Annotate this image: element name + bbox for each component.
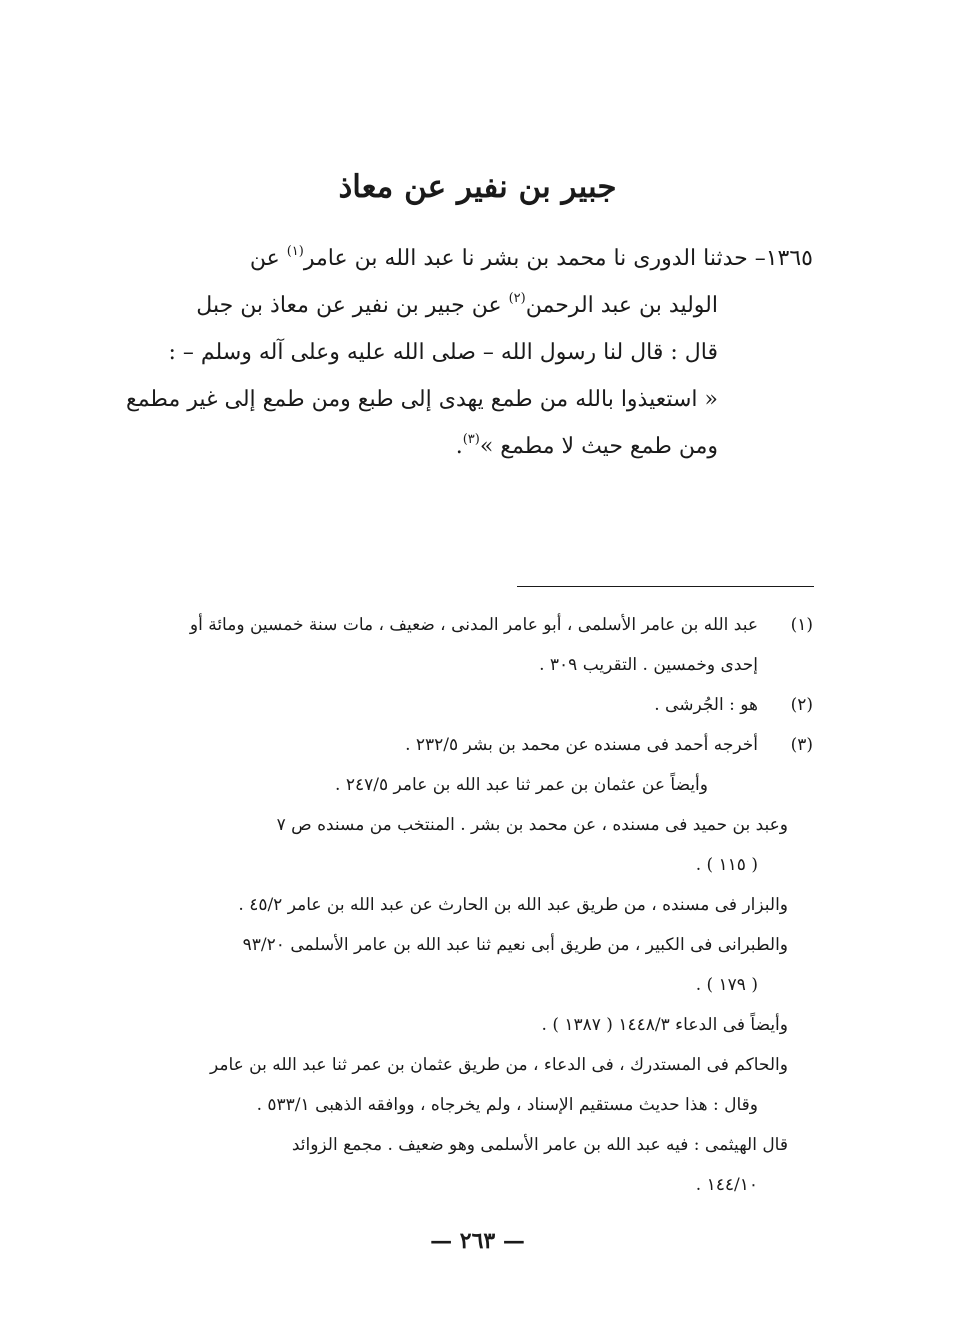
hadith-text-1: – حدثنا الدورى نا محمد بن بشر نا عبد الله بن عامر [303,246,766,271]
footnote-3-line-3: وعبد بن حميد فى مسنده ، عن محمد بن بشر . المنتخب من مسنده ص ٧ [276,815,788,835]
footnote-3-line-10: وقال : هذا حديث مستقيم الإسناد ، ولم يخرجاه ، ووافقه الذهبى ٥٣٣/١ . [256,1095,758,1115]
footnote-3-line-8: وأيضاً فى الدعاء ١٤٤٨/٣ ( ١٣٨٧ ) . [541,1015,788,1035]
hadith-line-2 [113,282,813,329]
footnote-3-line-11: قال الهيثمى : فيه عبد الله بن عامر الأسلمى وهو ضعيف . مجمع الزوائد [291,1135,788,1155]
footnote-3-line-6: والطبرانى فى الكبير ، من طريق أبى نعيم ثنا عبد الله بن عامر الأسلمى ٩٣/٢٠ [242,935,788,955]
hadith-line-4: « استعيذوا بالله من طمع يهدى إلى طبع ومن طمع إلى غير مطمع [125,387,718,412]
hadith-text-7: ومن طمع حيث لا مطمع » [479,434,718,459]
footnote-1 [113,605,813,685]
footnote-3-line-4: ( ١١٥ ) . [695,855,758,875]
footnote-1-mark: (١) [790,615,813,635]
footnote-3-line-1: أخرجه أحمد فى مسنده عن محمد بن بشر ٢٣٢/٥ . [405,735,758,755]
hadith-end-period: . [455,434,463,459]
footnote-2-line-1: هو : الجُرشى . [654,695,758,715]
footnote-3-line-7: ( ١٧٩ ) . [695,975,758,995]
footnote-divider [517,586,814,587]
hadith-block [113,235,813,470]
hadith-text-2: عن [249,246,280,271]
footnote-2 [113,685,813,725]
page-number: — ٢٦٣ — [430,1228,525,1254]
footnote-3-line-9: والحاكم فى المستدرك ، فى الدعاء ، من طريق عثمان بن عمر ثنا عبد الله بن عامر [209,1055,788,1075]
footnotes-section [113,605,813,1205]
hadith-text-4: عن جبير بن نفير عن معاذ بن جبل [196,293,502,318]
footnote-3-mark: (٣) [790,735,813,755]
hadith-number: ١٣٦٥ [765,246,813,271]
hadith-line-5 [113,423,813,470]
footnote-3-line-2: وأيضاً عن عثمان بن عمر ثنا عبد الله بن عامر ٢٤٧/٥ . [335,775,708,795]
section-heading: جبير بن نفير عن معاذ [338,169,617,205]
hadith-line-1 [113,235,813,282]
footnote-2-mark: (٢) [790,695,813,715]
hadith-text-3: الوليد بن عبد الرحمن [525,293,718,318]
footnote-1-line-2: إحدى وخمسين . التقريب ٣٠٩ . [539,655,758,675]
footnote-3-line-12: ١٤٤/١٠ . [695,1175,758,1195]
footnote-1-line-1: عبد الله بن عامر الأسلمى ، أبو عامر المدنى ، ضعيف ، مات سنة خمسين ومائة أو [189,615,758,635]
footnote-3 [113,725,813,1205]
footnote-ref-1: (١) [286,244,304,259]
footnote-ref-3: (٣) [462,432,480,447]
footnote-3-line-5: والبزار فى مسنده ، من طريق عبد الله بن الحارث عن عبد الله بن عامر ٤٥/٢ . [238,895,788,915]
footnote-ref-2: (٢) [508,291,526,306]
hadith-line-3: قال : قال لنا رسول الله – صلى الله عليه وعلى آله وسلم – : [168,340,718,365]
